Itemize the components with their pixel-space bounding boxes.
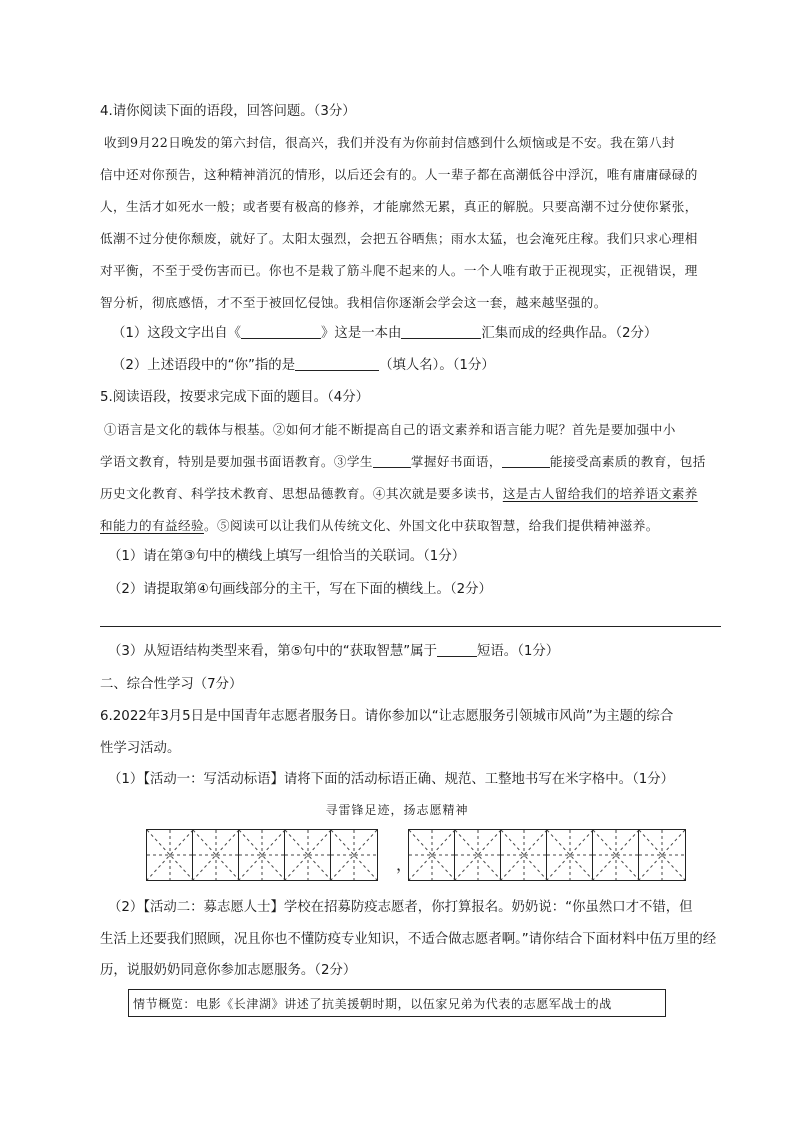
q6-activity-2: 历，说服奶奶同意你参加志愿服务。（2分） [100, 963, 357, 978]
slogan-text: 寻雷锋足迹，扬志愿精神 [325, 803, 469, 817]
q4-passage-line: 收到9月22日晚发的第六封信，很高兴，我们并没有为你前封信感到什么烦恼或是不安。我在第八封 [104, 135, 675, 150]
q6-activity-2: 生活上还要我们照顾，况且你也不懂防疫专业知识，不适合做志愿者啊。”请你结合下面材料中伍万里的经 [100, 932, 717, 947]
q4-passage-line: 对平衡，不至于受伤害而已。你也不是栽了筋斗爬不起来的人。一个人唯有敢于正视现实，正视错误，理 [100, 263, 698, 278]
underlined-sentence-end: 和能力的有益经验 [100, 518, 204, 533]
q4-sub2-suffix: （填人名）。（1分） [379, 358, 495, 373]
mi-grid-cell[interactable] [285, 830, 331, 880]
q4-sub1 [112, 324, 657, 344]
q5-sub2: （2）请提取第④句画线部分的主干，写在下面的横线上。（2分） [108, 582, 492, 597]
q6-activity-2: （2）【活动二：募志愿人士】学校在招募防疫志愿者，你打算报名。奶奶说：“你虽然口才不错，但 [108, 900, 693, 915]
q5-sub1: （1）请在第③句中的横线上填写一组恰当的关联词。（1分） [108, 549, 466, 564]
q5-passage-line [100, 452, 706, 472]
q5-line2-c: 能接受高素质的教育，包括 [549, 454, 706, 469]
q5-sub3-suffix: 短语。（1分） [477, 644, 560, 659]
q4-sub2 [112, 356, 495, 376]
conjunction-blank-2[interactable] [502, 453, 550, 468]
q4-sub1-suffix: 汇集而成的经典作品。（2分） [481, 326, 658, 341]
slogan-comma: ， [396, 855, 413, 874]
mi-grid-cell[interactable] [239, 830, 285, 880]
compiler-blank[interactable] [401, 324, 481, 339]
q4-sub1-prefix: （1）这段文字出自《 [112, 326, 242, 341]
conjunction-blank-1[interactable] [373, 453, 411, 468]
q4-passage-line: 信中还对你预告，这种精神消沉的情形，以后还会有的。人一辈子都在高潮低谷中浮沉，唯有庸庸碌碌的 [100, 167, 698, 182]
mi-grid-cell[interactable] [639, 830, 685, 880]
q5-passage-line [100, 516, 659, 536]
section-heading: 二、综合性学习（7分） [100, 677, 243, 692]
mi-grid-cell[interactable] [501, 830, 547, 880]
q5-line3-a: 历史文化教育、科学技术教育、思想品德教育。④其次就是要多读书， [100, 486, 503, 501]
q5-passage-line: ①语言是文化的载体与根基。②如何才能不断提高自己的语文素养和语言能力呢？首先是要加强中小 [104, 422, 676, 437]
underlined-sentence: 这是古人留给我们的培养语文素养 [502, 486, 698, 501]
person-name-blank[interactable] [295, 356, 379, 371]
q4-passage-line: 低潮不过分使你颓废，就好了。太阳太强烈，会把五谷晒焦；雨水太猛，也会淹死庄稼。我们只求心理相 [100, 231, 698, 246]
q5-sub3-prefix: （3）从短语结构类型来看，第⑤句中的“获取智慧”属于 [108, 644, 437, 659]
q5-line2-b: 掌握好书面语， [410, 454, 502, 469]
writing-grid-left[interactable] [146, 829, 378, 881]
mi-grid-cell[interactable] [409, 830, 455, 880]
q5-sub3 [108, 642, 559, 662]
q4-title: 4.请你阅读下面的语段，回答问题。（3分） [100, 104, 356, 119]
q5-title: 5.阅读语段，按要求完成下面的题目。（4分） [100, 390, 370, 405]
q4-passage-line: 智分析，彻底感悟，才不至于被回忆侵蚀。我相信你逐渐会学会这一套，越来越坚强的。 [100, 295, 607, 310]
mi-grid-cell[interactable] [147, 830, 193, 880]
phrase-type-blank[interactable] [437, 642, 477, 657]
q6-intro: 性学习活动。 [100, 741, 181, 756]
mi-grid-cell[interactable] [193, 830, 239, 880]
writing-grid-right[interactable] [408, 829, 686, 881]
mi-grid-cell[interactable] [455, 830, 501, 880]
q5-passage-line [100, 484, 698, 504]
q4-passage-line: 人，生活才如死水一般；或者要有极高的修养，才能廓然无累，真正的解脱。只要高潮不过分使你紧张， [100, 199, 698, 214]
q6-activity-1: （1）【活动一：写活动标语】请将下面的活动标语正确、规范、工整地书写在米字格中。（1分） [108, 772, 675, 787]
q4-sub1-mid: 》这是一本由 [321, 326, 402, 341]
mi-grid-cell[interactable] [547, 830, 593, 880]
q4-sub2-prefix: （2）上述语段中的“你”指的是 [112, 358, 296, 373]
material-box: 情节概览：电影《长津湖》讲述了抗美援朝时期，以伍家兄弟为代表的志愿军战士的战 [128, 989, 666, 1017]
book-title-blank[interactable] [241, 324, 321, 339]
mi-grid-cell[interactable] [331, 830, 377, 880]
q5-line4-b: 。⑤阅读可以让我们从传统文化、外国文化中获取智慧，给我们提供精神滋养。 [203, 518, 659, 533]
q6-intro: 6.2022年3月5日是中国青年志愿者服务日。请你参加以“让志愿服务引领城市风尚”为主题的综合 [100, 709, 674, 724]
answer-line[interactable] [100, 626, 721, 627]
q5-line2-a: 学语文教育，特别是要加强书面语教育。③学生 [100, 454, 373, 469]
mi-grid-cell[interactable] [593, 830, 639, 880]
